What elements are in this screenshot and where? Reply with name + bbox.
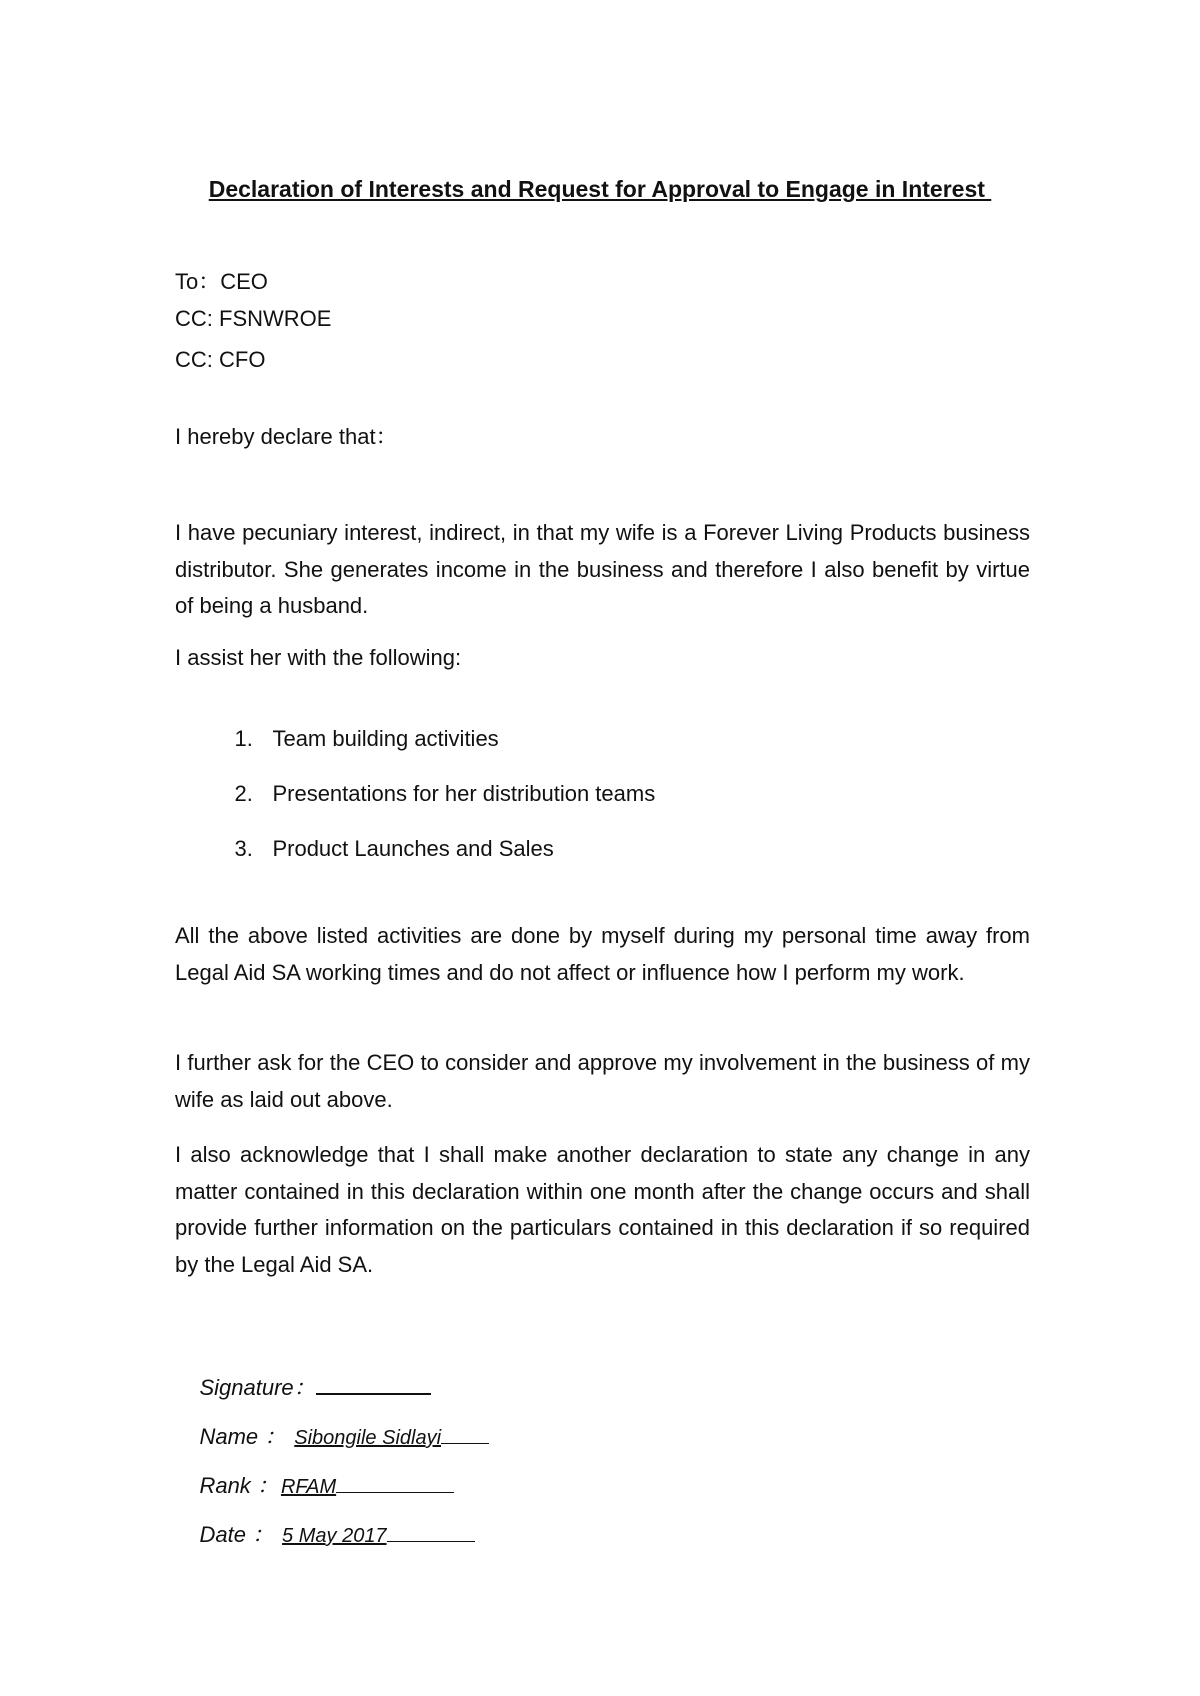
date-value: 5 May 2017 (282, 1525, 387, 1547)
date-row (175, 1492, 475, 1575)
paragraph-pecuniary-interest: I have pecuniary interest, indirect, in that my wife is a Forever Living Products business distributor. She generates income in the business and therefore I also benefit by virtue of being a husband. (175, 520, 1030, 618)
signature-line (316, 1371, 431, 1395)
rank-value: RFAM (280, 1476, 337, 1498)
list-text: Presentations for her distribution teams (272, 781, 656, 806)
addressee-cc-1: CC: FSNWROE (175, 306, 332, 331)
signature-label: Signature： (199, 1375, 316, 1400)
list-number: 1. (234, 726, 253, 751)
paragraph-request: I further ask for the CEO to consider and approve my involvement in the business of my wife as laid out above. (175, 1050, 1030, 1112)
addressee-cc-2: CC: CFO (175, 347, 266, 372)
date-label: Date ： (199, 1522, 275, 1547)
rank-label: Rank ： (199, 1473, 279, 1498)
document-title: Declaration of Interests and Request for Approval to Engage in Interest (208, 176, 992, 202)
list-number: 3. (234, 836, 253, 861)
name-underline-pad (441, 1423, 489, 1444)
list-item (210, 810, 554, 888)
assist-intro: I assist her with the following: (175, 645, 462, 670)
addressee-to: To：CEO (175, 269, 268, 294)
paragraph-activities: All the above listed activities are done by myself during my personal time away from Legal Aid SA working times and do not affect or influence how I perform my work. (175, 923, 1030, 985)
name-label: Name ： (199, 1424, 287, 1449)
declare-intro: I hereby declare that： (175, 424, 398, 449)
list-text: Team building activities (272, 726, 499, 751)
list-number: 2. (234, 781, 253, 806)
rank-underline-pad (336, 1472, 454, 1493)
date-underline-pad (387, 1521, 475, 1542)
paragraph-acknowledgement: I also acknowledge that I shall make another declaration to state any change in any matter contained in this declaration within one month after the change occurs and shall provide further information on the particulars contained in this declaration if so required by the Legal Aid SA. (175, 1142, 1030, 1277)
name-value: Sibongile Sidlayi (294, 1427, 442, 1449)
list-text: Product Launches and Sales (272, 836, 554, 861)
